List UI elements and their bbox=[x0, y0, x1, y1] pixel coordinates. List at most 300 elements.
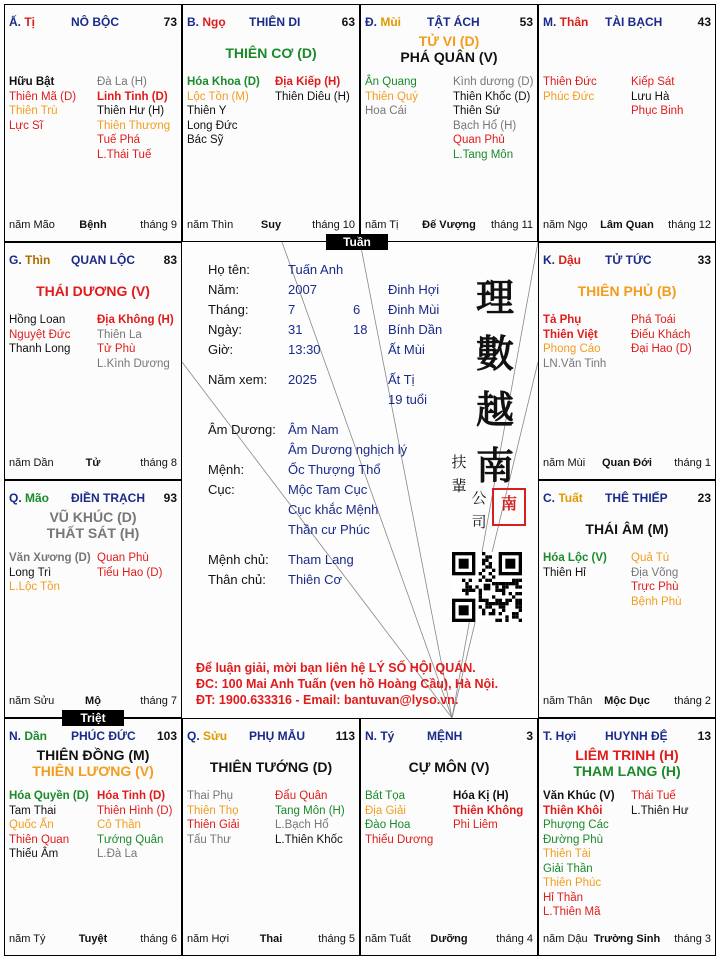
palace-number: 113 bbox=[335, 729, 355, 743]
minor-star: Thiên Khôi bbox=[543, 804, 603, 817]
life-stage: Thai bbox=[259, 933, 283, 945]
star-column-right bbox=[97, 789, 182, 862]
palace-position bbox=[187, 15, 226, 29]
palace-number: 3 bbox=[526, 729, 533, 743]
life-stage: Tử bbox=[85, 457, 101, 469]
red-seal-stamp: 南 bbox=[492, 488, 526, 526]
palace-position bbox=[9, 729, 47, 743]
palace-thin[interactable] bbox=[4, 242, 182, 480]
minor-star: Điếu Khách bbox=[631, 328, 691, 341]
minor-star: Hóa Quyền (D) bbox=[9, 790, 89, 802]
heavenly-stem: B. bbox=[187, 15, 203, 29]
star-column-left bbox=[365, 75, 453, 119]
minor-star: L.Bạch Hổ bbox=[275, 819, 329, 831]
minor-star: Tử Phù bbox=[97, 343, 136, 355]
palace-year: năm Tị bbox=[365, 219, 399, 231]
minor-star: Phá Toái bbox=[631, 314, 676, 326]
star-column-right bbox=[631, 789, 716, 818]
star-column-right bbox=[631, 75, 716, 119]
palace-header bbox=[543, 729, 711, 745]
minor-star: Thiên La bbox=[97, 328, 142, 341]
palace-number: 83 bbox=[163, 253, 177, 267]
palace-header bbox=[365, 15, 533, 31]
palace-than[interactable] bbox=[538, 4, 716, 242]
minor-star: Thiếu Âm bbox=[9, 848, 59, 860]
minor-star: Giải Thần bbox=[543, 862, 593, 875]
palace-name: QUAN LỘC bbox=[71, 253, 135, 267]
minor-star: LN.Văn Tinh bbox=[543, 357, 607, 370]
minor-star: Tang Môn (H) bbox=[275, 804, 345, 817]
minor-star: Quốc Ấn bbox=[9, 819, 54, 831]
minor-star: Thiếu Dương bbox=[365, 833, 434, 846]
info-value: 7 bbox=[288, 302, 296, 317]
palace-month: tháng 7 bbox=[140, 695, 177, 707]
earthly-branch: Tý bbox=[380, 729, 395, 743]
star-column-right bbox=[453, 789, 538, 833]
earthly-branch: Ngọ bbox=[202, 15, 226, 29]
life-stage: Mộ bbox=[85, 695, 101, 707]
main-star: LIÊM TRINH (H) bbox=[575, 747, 679, 763]
palace-footer bbox=[365, 933, 533, 947]
minor-star: Hóa Khoa (D) bbox=[187, 76, 260, 88]
palace-year: năm Thìn bbox=[187, 219, 234, 231]
heavenly-stem: K. bbox=[543, 253, 559, 267]
life-stage: Quan Đới bbox=[602, 457, 652, 469]
palace-mao[interactable] bbox=[4, 480, 182, 718]
contact-line: ĐT: 1900.633316 - Email: bantuvan@lyso.vn. bbox=[196, 693, 459, 707]
star-column-left bbox=[187, 789, 275, 847]
info-value: Ốc Thượng Thổ bbox=[288, 462, 381, 477]
palace-position bbox=[543, 729, 576, 743]
info-value: 2007 bbox=[288, 282, 317, 297]
calligraphy-character: 理 bbox=[475, 275, 514, 320]
minor-star: Bác Sỹ bbox=[187, 134, 224, 146]
info-value: Ất Mùi bbox=[388, 342, 425, 357]
info-value: Đinh Hợi bbox=[388, 282, 440, 297]
minor-star: Kiếp Sát bbox=[631, 76, 675, 88]
palace-dan[interactable] bbox=[4, 718, 182, 956]
main-star: VŨ KHÚC (D) bbox=[49, 509, 137, 525]
minor-star: Long Trì bbox=[9, 566, 52, 579]
palace-position bbox=[543, 253, 581, 267]
minor-star: Thiên Quý bbox=[365, 90, 419, 103]
minor-star: Thiên Phúc bbox=[543, 877, 602, 889]
info-label: Âm Dương: bbox=[208, 422, 276, 437]
heavenly-stem: Q. bbox=[187, 729, 204, 743]
heavenly-stem: Đ. bbox=[365, 15, 381, 29]
info-value: Thần cư Phúc bbox=[288, 522, 370, 537]
star-column-right bbox=[453, 75, 538, 162]
palace-month: tháng 11 bbox=[490, 219, 533, 231]
palace-mui[interactable] bbox=[360, 4, 538, 242]
heavenly-stem: G. bbox=[9, 253, 26, 267]
life-stage: Mộc Dục bbox=[604, 695, 650, 707]
contact-line: Để luận giải, mời bạn liên hệ LÝ SỐ HỘI QUÁN. bbox=[196, 661, 476, 675]
palace-year: năm Tuất bbox=[365, 933, 411, 945]
heavenly-stem: M. bbox=[543, 15, 560, 29]
info-value: Đinh Mùi bbox=[388, 302, 440, 317]
info-label: Tháng: bbox=[208, 302, 249, 317]
info-label: Giờ: bbox=[208, 342, 234, 357]
palace-month: tháng 1 bbox=[674, 457, 711, 469]
palace-hoi[interactable] bbox=[538, 718, 716, 956]
main-star: THIÊN ĐỒNG (M) bbox=[36, 747, 150, 763]
info-value: Cục khắc Mệnh bbox=[288, 502, 379, 517]
minor-star: Thiên Trù bbox=[9, 105, 58, 117]
star-column-right bbox=[631, 313, 716, 357]
info-value: 31 bbox=[288, 322, 303, 337]
minor-star: Thiên Hư (H) bbox=[97, 105, 165, 117]
minor-star: Thiên Mã (D) bbox=[9, 90, 77, 103]
contact-line: ĐC: 100 Mai Anh Tuấn (ven hồ Hoàng Cầu), Hà Nội. bbox=[196, 677, 499, 691]
minor-star: L.Kình Dương bbox=[97, 357, 170, 370]
minor-star: Ân Quang bbox=[365, 76, 417, 88]
palace-name: MỆNH bbox=[427, 729, 463, 743]
minor-star: L.Thiên Hư bbox=[631, 804, 689, 817]
palace-number: 93 bbox=[163, 491, 177, 505]
minor-star: Long Đức bbox=[187, 119, 238, 132]
minor-star: Hóa Tinh (D) bbox=[97, 790, 166, 802]
star-column-left bbox=[543, 313, 631, 371]
main-star: THÁI DƯƠNG (V) bbox=[36, 283, 150, 299]
minor-star: Thiên Quan bbox=[9, 833, 70, 846]
minor-star: Đào Hoa bbox=[365, 819, 411, 831]
minor-star: Hóa Kị (H) bbox=[453, 790, 509, 802]
minor-star: Thiên Tài bbox=[543, 848, 591, 860]
minor-star: Phi Liêm bbox=[453, 819, 498, 831]
minor-star: L.Đà La bbox=[97, 848, 138, 860]
minor-star: L.Thiên Mã bbox=[543, 906, 601, 918]
info-value: Thiên Cơ bbox=[288, 572, 343, 587]
info-value: 19 tuổi bbox=[388, 392, 428, 407]
minor-star: Thiên Việt bbox=[543, 328, 598, 341]
star-column-right bbox=[97, 313, 182, 371]
minor-star: Thiên Sứ bbox=[453, 105, 501, 117]
palace-name: HUYNH ĐỆ bbox=[605, 729, 668, 743]
minor-star: Đại Hao (D) bbox=[631, 343, 692, 355]
star-column-left bbox=[187, 75, 275, 148]
star-column-right bbox=[275, 75, 360, 104]
calligraphy-character: 越 bbox=[475, 387, 514, 432]
minor-star: Thiên Thọ bbox=[187, 804, 239, 817]
palace-number: 33 bbox=[697, 253, 711, 267]
calligraphy-character: 南 bbox=[475, 443, 514, 488]
palace-name: PHỤ MẪU bbox=[249, 729, 305, 743]
main-star: THIÊN PHỦ (B) bbox=[577, 283, 677, 299]
info-value: Ất Tị bbox=[388, 372, 415, 387]
minor-star: Lực Sĩ bbox=[9, 119, 43, 132]
minor-star: Địa Võng bbox=[631, 566, 679, 579]
info-value: Tham Lang bbox=[288, 552, 354, 567]
star-column-right bbox=[97, 75, 182, 162]
earthly-branch: Dậu bbox=[558, 253, 582, 267]
earthly-branch: Thìn bbox=[25, 253, 51, 267]
star-column-left bbox=[543, 551, 631, 580]
minor-star: Cô Thần bbox=[97, 819, 141, 831]
palace-header bbox=[543, 253, 711, 269]
minor-star: Tướng Quân bbox=[97, 833, 164, 846]
palace-footer bbox=[543, 933, 711, 947]
star-column-right bbox=[275, 789, 360, 847]
info-value: Tuấn Anh bbox=[288, 262, 344, 277]
palace-year: năm Dậu bbox=[543, 933, 588, 945]
minor-star: Trực Phù bbox=[631, 581, 679, 593]
heavenly-stem: T. bbox=[543, 729, 556, 743]
triet-marker: Triệt bbox=[62, 710, 124, 726]
palace-month: tháng 2 bbox=[674, 695, 711, 707]
minor-star: Thiên Hỉ bbox=[543, 566, 586, 579]
palace-year: năm Mùi bbox=[543, 457, 586, 469]
main-star: CỰ MÔN (V) bbox=[408, 759, 490, 775]
tuan-marker: Tuần bbox=[326, 234, 388, 250]
palace-position bbox=[9, 15, 35, 29]
minor-star: Thiên Không bbox=[453, 804, 524, 817]
minor-star: Quả Tú bbox=[631, 552, 670, 564]
star-column-right bbox=[631, 551, 716, 609]
minor-star: Tiểu Hao (D) bbox=[97, 566, 163, 579]
minor-star: Văn Khúc (V) bbox=[543, 790, 615, 802]
palace-header bbox=[9, 491, 177, 507]
minor-star: Thiên Hình (D) bbox=[97, 804, 173, 817]
earthly-branch: Mão bbox=[25, 491, 50, 505]
palace-header bbox=[187, 729, 355, 745]
palace-ty[interactable] bbox=[4, 4, 182, 242]
heavenly-stem: Q. bbox=[9, 491, 26, 505]
minor-star: Hữu Bật bbox=[9, 76, 55, 88]
minor-star: Tấu Thư bbox=[187, 833, 231, 846]
heavenly-stem: Ấ. bbox=[9, 15, 25, 29]
star-column-left bbox=[543, 75, 631, 104]
palace-name: THIÊN DI bbox=[249, 15, 301, 29]
minor-star: Tuế Phá bbox=[97, 134, 141, 146]
center-info-panel bbox=[182, 242, 538, 718]
info-label: Năm xem: bbox=[208, 372, 268, 387]
star-column-left bbox=[9, 75, 97, 133]
star-column-right bbox=[97, 551, 182, 580]
info-label: Ngày: bbox=[208, 322, 242, 337]
palace-position bbox=[365, 729, 394, 743]
palace-ngo[interactable] bbox=[182, 4, 360, 242]
main-star: THÁI ÂM (M) bbox=[585, 521, 669, 537]
palace-header bbox=[9, 15, 177, 31]
palace-month: tháng 8 bbox=[140, 457, 177, 469]
star-column-left bbox=[9, 551, 97, 595]
palace-footer bbox=[9, 219, 177, 233]
minor-star: Địa Kiếp (H) bbox=[275, 76, 341, 88]
main-star: THIÊN LƯƠNG (V) bbox=[32, 763, 154, 779]
palace-year: năm Mão bbox=[9, 219, 55, 231]
palace-dau[interactable] bbox=[538, 242, 716, 480]
small-calligraphy: 司 bbox=[471, 513, 487, 531]
info-value: 13:30 bbox=[288, 342, 321, 357]
life-stage: Trường Sinh bbox=[593, 933, 661, 945]
life-stage: Lâm Quan bbox=[600, 219, 654, 231]
minor-star: Thiên Giải bbox=[187, 819, 240, 831]
palace-footer bbox=[543, 695, 711, 709]
minor-star: Phong Cáo bbox=[543, 343, 601, 355]
life-stage: Dưỡng bbox=[430, 933, 468, 945]
palace-header bbox=[187, 15, 355, 31]
life-stage: Đế Vượng bbox=[422, 219, 476, 231]
info-value: 18 bbox=[353, 322, 368, 337]
palace-year: năm Ngọ bbox=[543, 219, 588, 231]
palace-header bbox=[9, 253, 177, 269]
minor-star: Thiên Diêu (H) bbox=[275, 90, 350, 103]
palace-number: 23 bbox=[697, 491, 711, 505]
palace-suu[interactable] bbox=[182, 718, 360, 956]
palace-month: tháng 5 bbox=[318, 933, 355, 945]
small-calligraphy: 扶 bbox=[451, 453, 467, 471]
info-value: Bính Dần bbox=[388, 322, 443, 337]
palace-number: 103 bbox=[156, 729, 177, 743]
minor-star: Hỉ Thần bbox=[543, 891, 584, 904]
palace-number: 53 bbox=[519, 15, 533, 29]
earthly-branch: Thân bbox=[559, 15, 589, 29]
minor-star: Đường Phù bbox=[543, 833, 603, 846]
info-label: Cục: bbox=[208, 482, 235, 497]
palace-footer bbox=[543, 457, 711, 471]
minor-star: Quan Phủ bbox=[453, 134, 505, 146]
palace-name: PHÚC ĐỨC bbox=[71, 729, 136, 743]
qr-code-icon[interactable] bbox=[452, 552, 522, 622]
palace-month: tháng 9 bbox=[140, 219, 177, 231]
minor-star: Phúc Đức bbox=[543, 90, 595, 103]
minor-star: Tam Thai bbox=[9, 804, 57, 817]
heavenly-stem: C. bbox=[543, 491, 559, 505]
small-calligraphy: 輩 bbox=[451, 477, 467, 495]
earthly-branch: Dần bbox=[24, 729, 48, 743]
star-column-left bbox=[9, 313, 97, 357]
horoscope-board bbox=[4, 4, 716, 956]
main-star: THẤT SÁT (H) bbox=[46, 525, 140, 541]
heavenly-stem: N. bbox=[9, 729, 25, 743]
minor-star: Đà La (H) bbox=[97, 76, 147, 88]
palace-tuat[interactable] bbox=[538, 480, 716, 718]
main-star: THIÊN CƠ (D) bbox=[225, 45, 317, 61]
star-column-left bbox=[9, 789, 97, 862]
palace-footer bbox=[365, 219, 533, 233]
palace-month: tháng 12 bbox=[668, 219, 711, 231]
main-star: PHÁ QUÂN (V) bbox=[400, 49, 498, 65]
minor-star: Địa Không (H) bbox=[97, 314, 174, 326]
palace-footer bbox=[9, 933, 177, 947]
palace-footer bbox=[187, 933, 355, 947]
minor-star: Hoa Cái bbox=[365, 105, 407, 117]
palace-number: 63 bbox=[341, 15, 355, 29]
palace-name: TẬT ÁCH bbox=[427, 15, 480, 29]
minor-star: Phượng Các bbox=[543, 819, 609, 831]
palace-position bbox=[543, 491, 583, 505]
palace-number: 43 bbox=[697, 15, 711, 29]
palace-month: tháng 6 bbox=[140, 933, 177, 945]
info-value: Âm Nam bbox=[288, 422, 339, 437]
minor-star: Phục Binh bbox=[631, 105, 684, 117]
palace-footer bbox=[9, 457, 177, 471]
heavenly-stem: N. bbox=[365, 729, 381, 743]
palace-footer bbox=[187, 219, 355, 233]
life-stage: Bệnh bbox=[79, 219, 107, 231]
palace-name: ĐIỀN TRẠCH bbox=[71, 491, 145, 505]
palace-header bbox=[543, 15, 711, 31]
minor-star: Thiên Đức bbox=[543, 76, 597, 88]
minor-star: Bát Tọa bbox=[365, 790, 406, 802]
palace-month: tháng 10 bbox=[312, 219, 355, 231]
palace-name: THÊ THIẾP bbox=[605, 491, 668, 505]
palace-year: năm Tý bbox=[9, 933, 46, 945]
minor-star: Thiên Khốc (D) bbox=[453, 90, 531, 103]
info-label: Mệnh: bbox=[208, 462, 245, 477]
info-value: Âm Dương nghịch lý bbox=[288, 442, 408, 457]
palace-year: năm Dần bbox=[9, 457, 54, 469]
main-star: THAM LANG (H) bbox=[573, 763, 681, 779]
minor-star: Quan Phù bbox=[97, 552, 149, 564]
palace-number: 13 bbox=[697, 729, 711, 743]
info-label: Thân chủ: bbox=[208, 572, 266, 587]
calligraphy-character: 數 bbox=[475, 331, 514, 376]
earthly-branch: Hợi bbox=[555, 729, 577, 743]
minor-star: Lộc Tồn (M) bbox=[187, 90, 249, 103]
palace-header bbox=[365, 729, 533, 745]
info-label: Họ tên: bbox=[208, 262, 250, 277]
minor-star: Lưu Hà bbox=[631, 90, 670, 103]
star-column-left bbox=[365, 789, 453, 847]
palace-position bbox=[365, 15, 401, 29]
palace-name: TỬ TỨC bbox=[605, 253, 652, 267]
palace-month: tháng 3 bbox=[674, 933, 711, 945]
small-calligraphy: 公 bbox=[471, 489, 487, 507]
star-column-left bbox=[543, 789, 631, 920]
palace-footer bbox=[543, 219, 711, 233]
minor-star: L.Tang Môn bbox=[453, 148, 514, 161]
main-star: TỬ VI (D) bbox=[418, 33, 480, 49]
palace-header bbox=[9, 729, 177, 745]
minor-star: Văn Xương (D) bbox=[9, 552, 91, 564]
palace-name: TÀI BẠCH bbox=[605, 15, 663, 29]
palace-name: NÔ BỘC bbox=[71, 15, 119, 29]
minor-star: Thái Tuế bbox=[631, 790, 676, 802]
palace-year: năm Hợi bbox=[187, 933, 230, 945]
minor-star: Nguyệt Đức bbox=[9, 328, 71, 341]
minor-star: Thai Phụ bbox=[187, 790, 234, 802]
palace-position bbox=[543, 15, 588, 29]
minor-star: L.Thiên Khốc bbox=[275, 833, 343, 846]
minor-star: Kình dương (D) bbox=[453, 76, 534, 88]
palace-year: năm Thân bbox=[543, 695, 593, 707]
earthly-branch: Sửu bbox=[203, 729, 228, 743]
minor-star: Linh Tinh (D) bbox=[97, 90, 168, 103]
minor-star: Hóa Lộc (V) bbox=[543, 552, 607, 564]
palace-position bbox=[9, 253, 50, 267]
palace-position bbox=[9, 491, 49, 505]
palace-number: 73 bbox=[163, 15, 177, 29]
minor-star: Thiên Y bbox=[187, 105, 227, 117]
palace-year: năm Sửu bbox=[9, 695, 55, 707]
earthly-branch: Mùi bbox=[380, 15, 402, 29]
palace-ti[interactable] bbox=[360, 718, 538, 956]
minor-star: Thanh Long bbox=[9, 343, 71, 355]
info-value: 6 bbox=[353, 302, 361, 317]
minor-star: Thiên Thương bbox=[97, 119, 171, 132]
palace-month: tháng 4 bbox=[496, 933, 533, 945]
minor-star: Bệnh Phù bbox=[631, 595, 682, 608]
contact-info bbox=[196, 660, 498, 708]
minor-star: L.Lộc Tồn bbox=[9, 581, 60, 593]
minor-star: Hồng Loan bbox=[9, 314, 66, 326]
info-value: 2025 bbox=[288, 372, 317, 387]
life-stage: Suy bbox=[260, 219, 282, 231]
minor-star: Bạch Hổ (H) bbox=[453, 119, 517, 132]
earthly-branch: Tuất bbox=[558, 491, 583, 505]
